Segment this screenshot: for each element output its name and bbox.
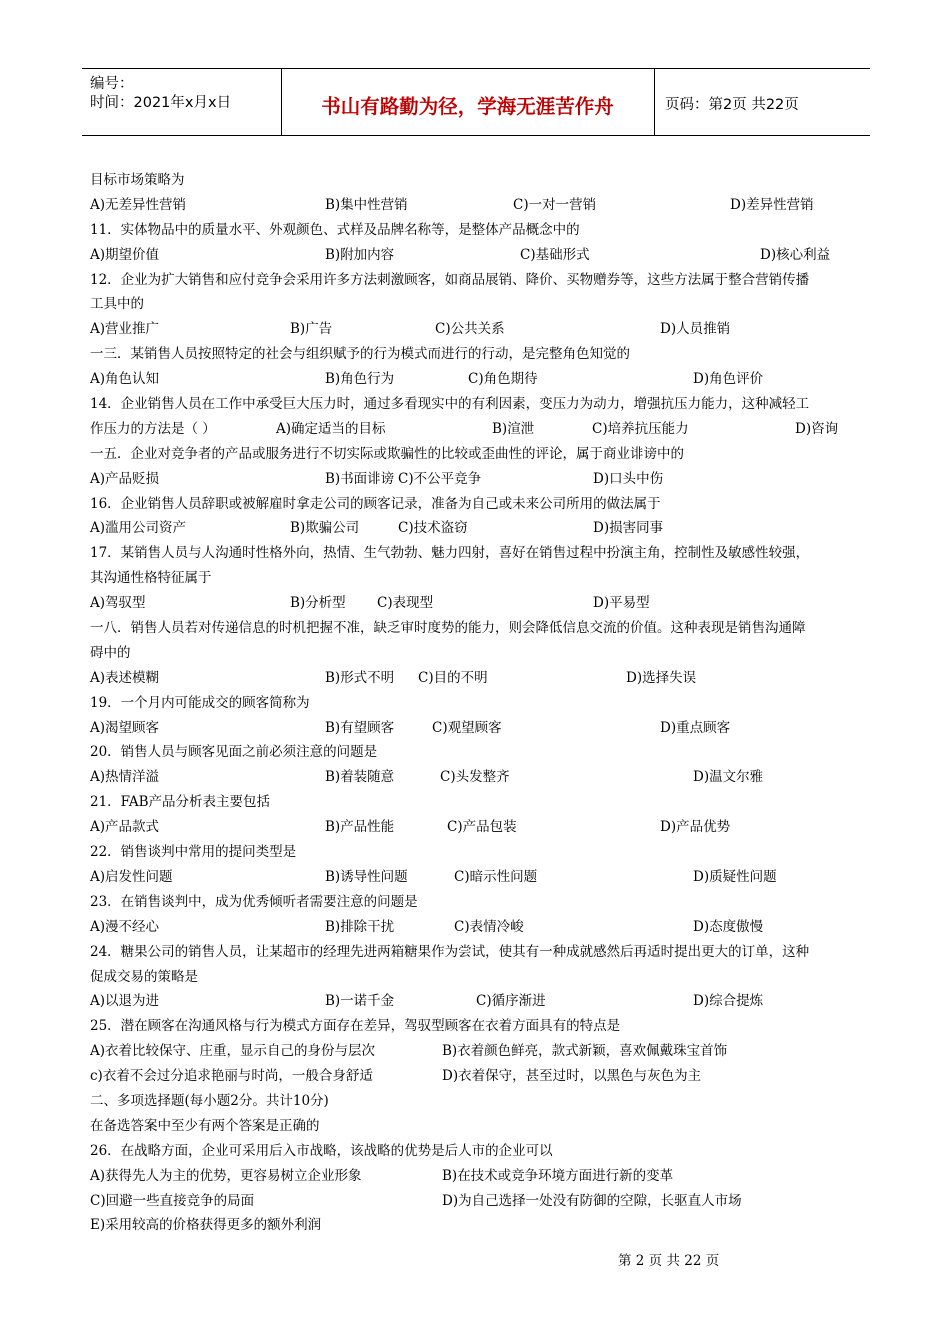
text-line bbox=[90, 915, 870, 940]
text-line bbox=[90, 566, 870, 591]
header-page-info: 页码：第2页 共22页 bbox=[665, 97, 799, 113]
text-line bbox=[90, 1014, 870, 1039]
option-text: B)产品性能 bbox=[325, 819, 395, 836]
question-text: 24．糖果公司的销售人员，让某超市的经理先进两箱糖果作为尝试，使其有一种成就感然后再适时提出更大的订单，这种 bbox=[90, 943, 810, 960]
option-text: A)漫不经心 bbox=[90, 918, 160, 935]
option-text: C)表现型 bbox=[377, 595, 434, 612]
text-line bbox=[90, 392, 870, 417]
option-text: A)确定适当的目标 bbox=[276, 420, 386, 437]
header-page-cell bbox=[655, 69, 870, 135]
option-text: B)排除干扰 bbox=[325, 918, 395, 935]
option-text: A)启发性问题 bbox=[90, 868, 173, 885]
option-text: B)角色行为 bbox=[325, 371, 395, 388]
text-line bbox=[90, 218, 870, 243]
option-text: B)一诺千金 bbox=[325, 993, 395, 1010]
option-text: A)产品款式 bbox=[90, 819, 160, 836]
text-line bbox=[90, 1139, 870, 1164]
option-text: A)角色认知 bbox=[90, 371, 160, 388]
option-text: C)循序渐进 bbox=[476, 993, 546, 1010]
option-text: C)一对一营销 bbox=[513, 196, 597, 213]
page-footer: 第 2 页 共 22 页 bbox=[618, 1253, 720, 1269]
option-text: C)头发整齐 bbox=[440, 769, 510, 786]
text-line bbox=[90, 1164, 870, 1189]
text-line bbox=[90, 840, 870, 865]
header-motto: 书山有路勤为径，学海无涯苦作舟 bbox=[321, 95, 614, 118]
option-text: D)衣着保守，甚至过时，以黑色与灰色为主 bbox=[442, 1068, 702, 1085]
text-line bbox=[90, 292, 870, 317]
option-text: B)广告 bbox=[290, 321, 333, 338]
option-text: B)形式不明 bbox=[325, 669, 395, 686]
option-text: B)在技术或竞争环境方面进行新的变革 bbox=[442, 1167, 674, 1184]
option-text: B)分析型 bbox=[290, 595, 346, 612]
question-text: E)采用较高的价格获得更多的额外利润 bbox=[90, 1217, 322, 1234]
option-text: D)角色评价 bbox=[693, 371, 764, 388]
text-line bbox=[90, 168, 870, 193]
text-line bbox=[90, 317, 870, 342]
question-text: 在备选答案中至少有两个答案是正确的 bbox=[90, 1117, 320, 1134]
option-text: C)技术盗窃 bbox=[398, 520, 468, 537]
option-text: C)基础形式 bbox=[520, 246, 590, 263]
question-text: 目标市场策略为 bbox=[90, 172, 185, 188]
option-text: D)咨询 bbox=[795, 420, 839, 437]
text-line bbox=[90, 1039, 870, 1064]
text-line bbox=[90, 790, 870, 815]
question-text: 19．一个月内可能成交的顾客简称为 bbox=[90, 694, 310, 711]
option-text: C)公共关系 bbox=[435, 321, 505, 338]
option-text: D)温文尔雅 bbox=[693, 769, 764, 786]
text-line bbox=[90, 989, 870, 1014]
option-text: C)回避一些直接竞争的局面 bbox=[90, 1192, 255, 1209]
text-line bbox=[90, 367, 870, 392]
option-text: A)滥用公司资产 bbox=[90, 520, 187, 537]
text-line bbox=[90, 616, 870, 641]
text-line bbox=[90, 815, 870, 840]
text-line bbox=[90, 193, 870, 218]
option-text: C)不公平竞争 bbox=[398, 470, 482, 487]
text-line bbox=[90, 691, 870, 716]
question-text: 26．在战略方面，企业可采用后入市战略，该战略的优势是后人市的企业可以 bbox=[90, 1142, 553, 1159]
option-text: D)态度傲慢 bbox=[693, 918, 764, 935]
option-text: D)核心利益 bbox=[760, 246, 831, 263]
option-text: B)附加内容 bbox=[325, 246, 395, 263]
question-text: 23．在销售谈判中，成为优秀倾听者需要注意的问题是 bbox=[90, 893, 418, 910]
text-line bbox=[90, 492, 870, 517]
text-line bbox=[90, 467, 870, 492]
option-text: D)为自己选择一处没有防御的空隙，长驱直人市场 bbox=[442, 1192, 742, 1209]
question-text: 一五．企业对竞争者的产品或服务进行不切实际或欺骗性的比较或歪曲性的评论，属于商业诽谤中的 bbox=[90, 445, 684, 462]
text-line bbox=[90, 666, 870, 691]
option-text: B)诱导性问题 bbox=[325, 868, 408, 885]
text-line bbox=[90, 1089, 870, 1114]
text-line bbox=[90, 890, 870, 915]
option-text: C)表情冷峻 bbox=[454, 918, 524, 935]
option-text: B)欺骗公司 bbox=[290, 520, 360, 537]
question-text: 22．销售谈判中常用的提问类型是 bbox=[90, 844, 297, 861]
option-text: D)选择失误 bbox=[626, 669, 697, 686]
option-text: B)渲泄 bbox=[492, 420, 535, 437]
question-text: 一八．销售人员若对传递信息的时机把握不准，缺乏审时度势的能力，则会降低信息交流的价值。这种表现是销售沟通障 bbox=[90, 620, 806, 637]
option-text: c)衣着不会过分追求艳丽与时尚，一般合身舒适 bbox=[90, 1068, 373, 1085]
question-text: 17．某销售人员与人沟通时性格外向，热情、生气勃勃、魅力四射，喜好在销售过程中扮演主角，控制性及敏感性较强， bbox=[90, 545, 810, 562]
question-text: 工具中的 bbox=[90, 296, 144, 313]
option-text: A)无差异性营销 bbox=[90, 196, 187, 213]
option-text: A)驾驭型 bbox=[90, 595, 146, 612]
text-line bbox=[90, 765, 870, 790]
option-text: A)表述模糊 bbox=[90, 669, 160, 686]
option-text: B)着装随意 bbox=[325, 769, 395, 786]
question-text: 16．企业销售人员辞职或被解雇时拿走公司的顾客记录，准备为自己或未来公司所用的做法属于 bbox=[90, 495, 661, 512]
question-text: 一三．某销售人员按照特定的社会与组织赋予的行为模式而进行的行动，是完整角色知觉的 bbox=[90, 346, 630, 363]
question-text: 其沟通性格特征属于 bbox=[90, 570, 212, 587]
text-line bbox=[90, 591, 870, 616]
text-line bbox=[90, 940, 870, 965]
header-left-cell bbox=[82, 69, 282, 135]
option-text: D)重点顾客 bbox=[660, 719, 731, 736]
text-line bbox=[90, 516, 870, 541]
text-line bbox=[90, 417, 870, 442]
text-line bbox=[90, 965, 870, 990]
option-text: D)差异性营销 bbox=[730, 196, 814, 213]
option-text: 作压力的方法是（ ） bbox=[90, 420, 216, 437]
number-label: 编号： bbox=[90, 76, 134, 92]
text-line bbox=[90, 716, 870, 741]
exam-questions bbox=[90, 168, 870, 1238]
option-text: D)口头中伤 bbox=[593, 470, 664, 487]
option-text: D)损害同事 bbox=[593, 520, 664, 537]
text-line bbox=[90, 541, 870, 566]
text-line bbox=[90, 740, 870, 765]
option-text: B)衣着颜色鲜亮，款式新颖，喜欢佩戴珠宝首饰 bbox=[442, 1043, 728, 1060]
option-text: D)产品优势 bbox=[660, 819, 731, 836]
question-text: 碍中的 bbox=[90, 644, 131, 661]
option-text: D)人员推销 bbox=[660, 321, 731, 338]
option-text: C)培养抗压能力 bbox=[592, 420, 689, 437]
option-text: A)获得先人为主的优势，更容易树立企业形象 bbox=[90, 1167, 362, 1184]
option-text: B)集中性营销 bbox=[325, 196, 408, 213]
question-text: 二、多项选择题(每小题2分。共计10分) bbox=[90, 1092, 329, 1109]
option-text: A)以退为进 bbox=[90, 993, 160, 1010]
text-line bbox=[90, 641, 870, 666]
text-line bbox=[90, 243, 870, 268]
text-line bbox=[90, 442, 870, 467]
question-text: 14．企业销售人员在工作中承受巨大压力时，通过多看现实中的有利因素，变压力为动力，增强抗压力能力，这种减轻工 bbox=[90, 396, 810, 413]
text-line bbox=[90, 1114, 870, 1139]
option-text: C)暗示性问题 bbox=[454, 868, 538, 885]
option-text: D)平易型 bbox=[593, 595, 650, 612]
option-text: C)目的不明 bbox=[418, 669, 488, 686]
option-text: D)质疑性问题 bbox=[693, 868, 777, 885]
text-line bbox=[90, 342, 870, 367]
option-text: A)产品贬损 bbox=[90, 470, 160, 487]
question-text: 11．实体物品中的质量水平、外观颜色、式样及品牌名称等，是整体产品概念中的 bbox=[90, 221, 580, 238]
question-text: 25．潜在顾客在沟通风格与行为模式方面存在差异，驾驭型顾客在衣着方面具有的特点是 bbox=[90, 1018, 621, 1035]
option-text: B)书面诽谤 bbox=[325, 470, 395, 487]
question-text: 21．FAB产品分析表主要包括 bbox=[90, 794, 271, 811]
question-text: 12．企业为扩大销售和应付竞争会采用许多方法刺激顾客，如商品展销、降价、买物赠券等，这些方法属于整合营销传播 bbox=[90, 271, 810, 288]
header-motto-cell bbox=[281, 69, 655, 135]
option-text: D)综合提炼 bbox=[693, 993, 764, 1010]
option-text: A)渴望顾客 bbox=[90, 719, 160, 736]
page-header bbox=[82, 68, 870, 136]
option-text: A)期望价值 bbox=[90, 246, 160, 263]
option-text: A)营业推广 bbox=[90, 321, 160, 338]
option-text: A)衣着比较保守、庄重，显示自己的身份与层次 bbox=[90, 1043, 376, 1060]
text-line bbox=[90, 1064, 870, 1089]
option-text: A)热情洋溢 bbox=[90, 769, 160, 786]
option-text: C)角色期待 bbox=[468, 371, 538, 388]
option-text: C)观望顾客 bbox=[432, 719, 502, 736]
text-line bbox=[90, 1213, 870, 1238]
option-text: C)产品包装 bbox=[447, 819, 517, 836]
time-label: 时间：2021年x月x日 bbox=[90, 95, 232, 111]
text-line bbox=[90, 1189, 870, 1214]
text-line bbox=[90, 865, 870, 890]
option-text: B)有望顾客 bbox=[325, 719, 395, 736]
question-text: 20．销售人员与顾客见面之前必须注意的问题是 bbox=[90, 744, 378, 761]
question-text: 促成交易的策略是 bbox=[90, 968, 198, 985]
text-line bbox=[90, 268, 870, 293]
